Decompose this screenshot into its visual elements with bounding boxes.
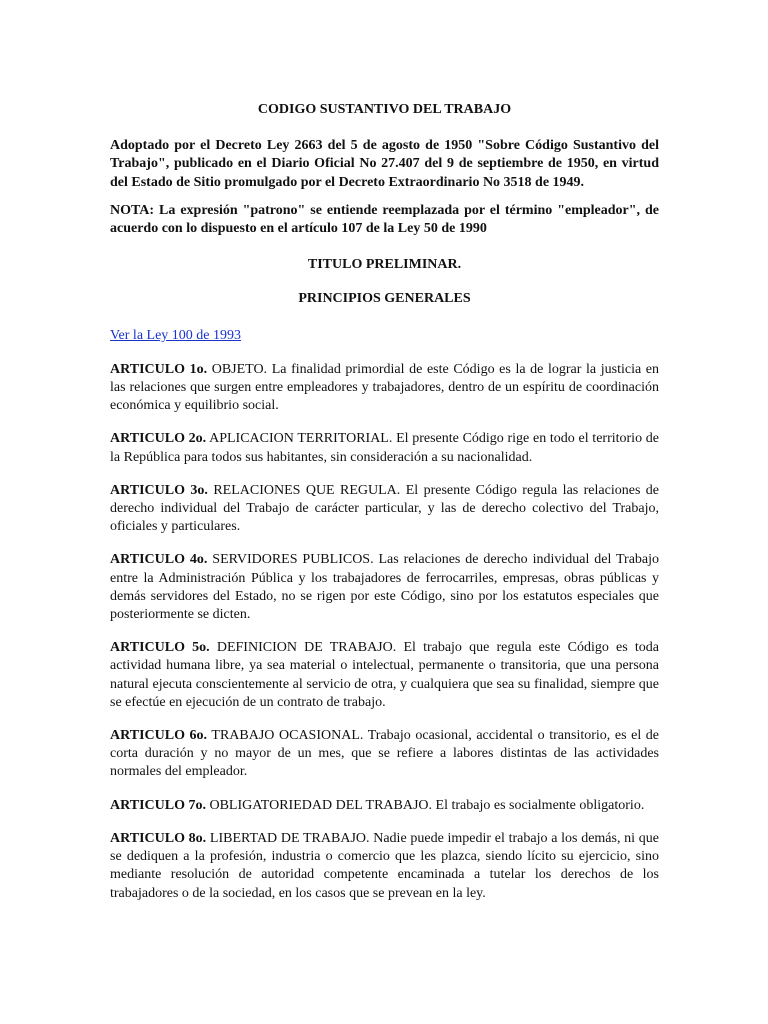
article-name: OBJETO. (211, 361, 268, 377)
article-heading: ARTICULO 6o. (110, 728, 208, 744)
article-body: El presente Código rige en todo el territorio de la República para todos sus habitantes, sin consideración a su nacionalidad. (110, 431, 659, 465)
intro-paragraph: Adoptado por el Decreto Ley 2663 del 5 de agosto de 1950 "Sobre Código Sustantivo del Trabajo", publicado en el Diario Oficial No 27.407 del 9 de septiembre de 1950, en virtud del Estado de Sitio promulgado por el Decreto Extraordinario No 3518 de 1949. (110, 138, 659, 190)
article-name: OBLIGATORIEDAD DEL TRABAJO. (209, 797, 433, 813)
article-body: El trabajo que regula este Código es toda actividad humana libre, ya sea material o intelectual, permanente o transitoria, que una persona natural ejecuta conscientemente al servicio de otra, y cualquiera que sea su finalidad, siempre que se efectúe en ejecución de un contrato de trabajo. (110, 640, 660, 710)
document-page (110, 101, 659, 918)
ley-100-link[interactable]: Ver la Ley 100 de 1993 (110, 327, 242, 343)
article-name: SERVIDORES PUBLICOS. (212, 552, 374, 568)
document-title: CODIGO SUSTANTIVO DEL TRABAJO (257, 102, 512, 117)
article-heading: ARTICULO 8o. (110, 830, 207, 846)
article-name: LIBERTAD DE TRABAJO. (209, 830, 370, 846)
article-body: Las relaciones de derecho individual del Trabajo entre la Administración Pública y los trabajadores de ferrocarriles, empresas, obras públicas y demás servidores del Estado, no se rigen por este Código, sino por los estatutos especiales que posteriormente se dicten. (110, 552, 660, 623)
article-7 (110, 797, 659, 815)
article-8 (110, 830, 659, 903)
article-heading: ARTICULO 7o. (110, 797, 206, 813)
article-heading: ARTICULO 5o. (110, 640, 210, 656)
article-1 (110, 361, 659, 416)
link-paragraph (110, 327, 659, 345)
article-body: Trabajo ocasional, accidental o transitorio, es el de corta duración y no mayor de un mes, que se refiere a labores distintas de las actividades normales del empleador. (110, 728, 660, 780)
article-body: La finalidad primordial de este Código es la de lograr la justicia en las relaciones que surgen entre empleadores y trabajadores, dentro de un espíritu de coordinación económica y equilibrio social. (110, 361, 660, 414)
article-heading: ARTICULO 4o. (110, 552, 208, 568)
article-name: APLICACION TERRITORIAL. (209, 431, 393, 447)
article-heading: ARTICULO 3o. (110, 482, 208, 498)
article-5 (110, 639, 659, 712)
article-6 (110, 727, 659, 782)
article-heading: ARTICULO 2o. (110, 431, 207, 447)
article-name: RELACIONES QUE REGULA. (213, 482, 401, 498)
article-body: Nadie puede impedir el trabajo a los demás, ni que se dediquen a la profesión, industria o comercio que les plazca, siendo lícito su ejercicio, sino mediante resolución de autoridad competente encaminada a tutelar los derechos de los trabajadores o de la sociedad, en los casos que se prevean en la ley. (110, 830, 659, 901)
article-heading: ARTICULO 1o. (110, 361, 208, 377)
titulo-preliminar-heading: TITULO PRELIMINAR. (307, 257, 462, 273)
article-name: DEFINICION DE TRABAJO. (216, 640, 397, 656)
nota-paragraph: NOTA: La expresión "patrono" se entiende reemplazada por el término "empleador", de acuerdo con lo dispuesto en el artículo 107 de la Ley 50 de 1990 (110, 202, 659, 237)
article-body: El presente Código regula las relaciones de derecho individual del Trabajo de carácter particular, y las de derecho colectivo del Trabajo, oficiales y particulares. (110, 482, 660, 535)
article-4 (110, 551, 659, 624)
principios-generales-heading: PRINCIPIOS GENERALES (298, 291, 471, 307)
article-2 (110, 430, 659, 466)
article-3 (110, 482, 659, 537)
article-name: TRABAJO OCASIONAL. (211, 728, 364, 744)
article-body: El trabajo es socialmente obligatorio. (435, 797, 645, 813)
